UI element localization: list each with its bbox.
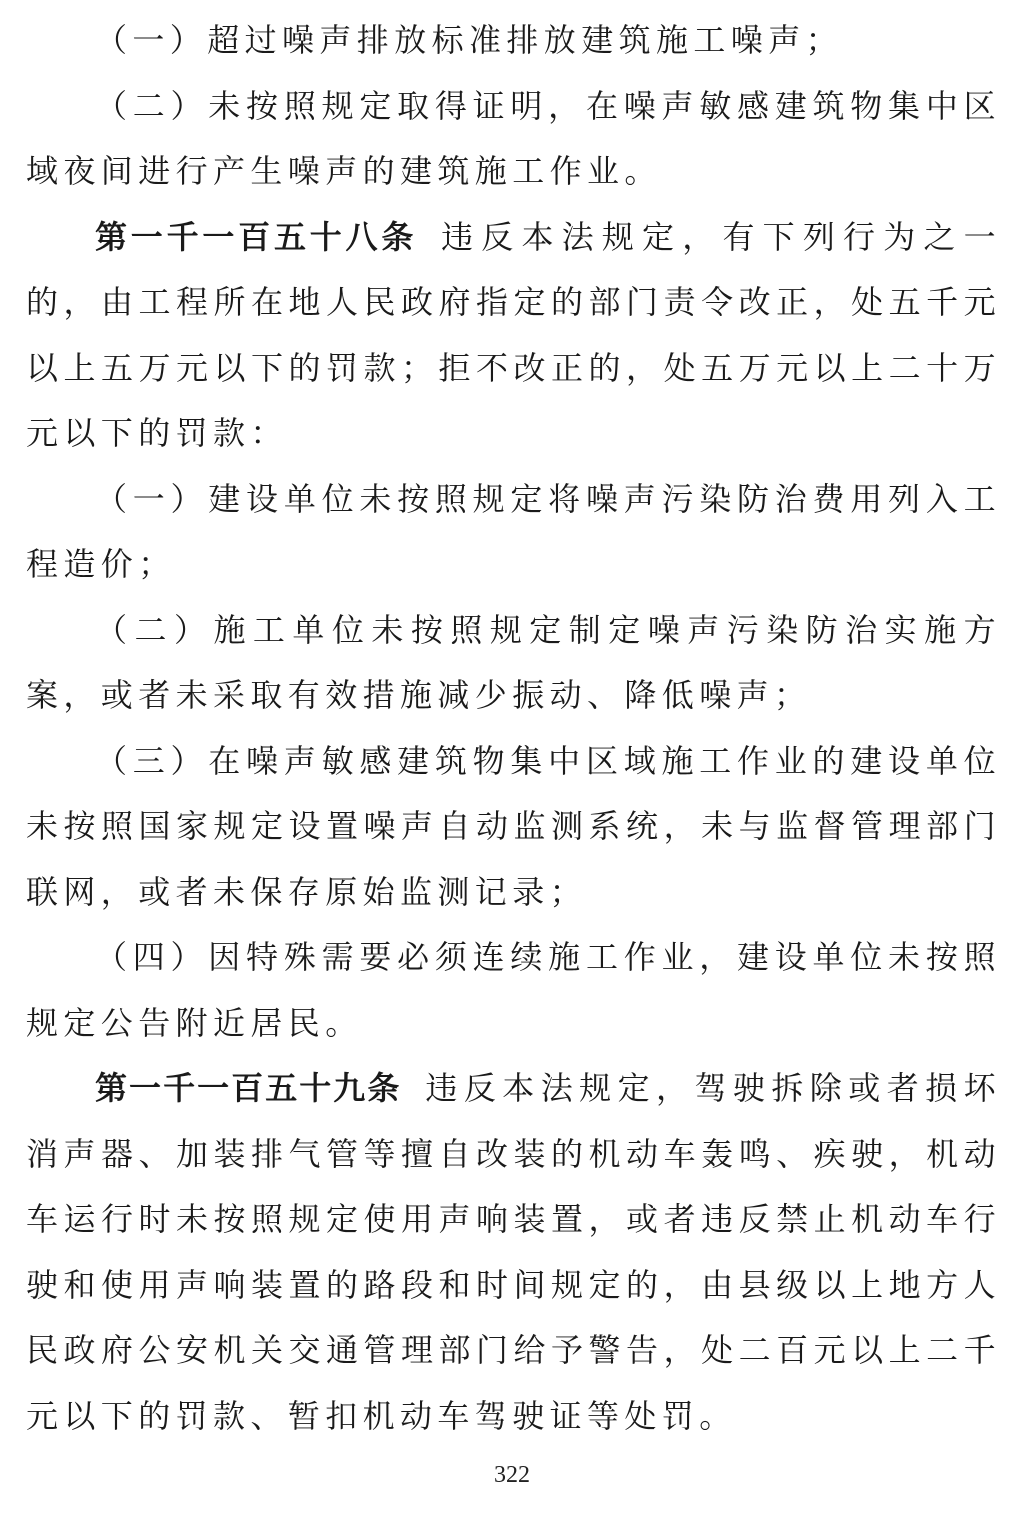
article-1159 (26, 1056, 1001, 1449)
paragraph-item-4 (26, 598, 1001, 729)
paragraph-item-6 (26, 925, 1001, 1056)
paragraph-text: （二）未按照规定取得证明，在噪声敏感建筑物集中区域夜间进行产生噪声的建筑施工作业。 (26, 86, 1001, 190)
paragraph-text: （四）因特殊需要必须连续施工作业，建设单位未按照规定公告附近居民。 (26, 938, 1001, 1042)
paragraph-item-3 (26, 467, 1001, 598)
paragraph-text: （一）超过噪声排放标准排放建筑施工噪声； (95, 21, 844, 59)
article-text: 违反本法规定，驾驶拆除或者损坏消声器、加装排气管等擅自改装的机动车轰鸣、疾驶，机动车运行时未按照规定使用声响装置，或者违反禁止机动车行驶和使用声响装置的路段和时间规定的，由县级以上地方人民政府公安机关交通管理部门给予警告，处二百元以上二千元以下的罚款、暂扣机动车驾驶证等处罚。 (26, 1069, 1001, 1435)
paragraph-item-5 (26, 729, 1001, 926)
document-body (26, 8, 1001, 1449)
paragraph-text: （二）施工单位未按照规定制定噪声污染防治实施方案，或者未采取有效措施减少振动、降低噪声； (26, 610, 1001, 714)
paragraph-item-2 (26, 74, 1001, 205)
paragraph-text: （三）在噪声敏感建筑物集中区域施工作业的建设单位未按照国家规定设置噪声自动监测系统，未与监督管理部门联网，或者未保存原始监测记录； (26, 741, 1001, 911)
article-heading: 第一千一百五十九条 (95, 1069, 402, 1107)
article-text: 违反本法规定，有下列行为之一的，由工程所在地人民政府指定的部门责令改正，处五千元以上五万元以下的罚款；拒不改正的，处五万元以上二十万元以下的罚款： (26, 217, 1001, 452)
paragraph-item-1 (26, 8, 1001, 74)
article-1158 (26, 205, 1001, 467)
page-number: 322 (494, 1462, 530, 1488)
paragraph-text: （一）建设单位未按照规定将噪声污染防治费用列入工程造价； (26, 479, 1001, 583)
article-heading: 第一千一百五十八条 (95, 217, 418, 256)
